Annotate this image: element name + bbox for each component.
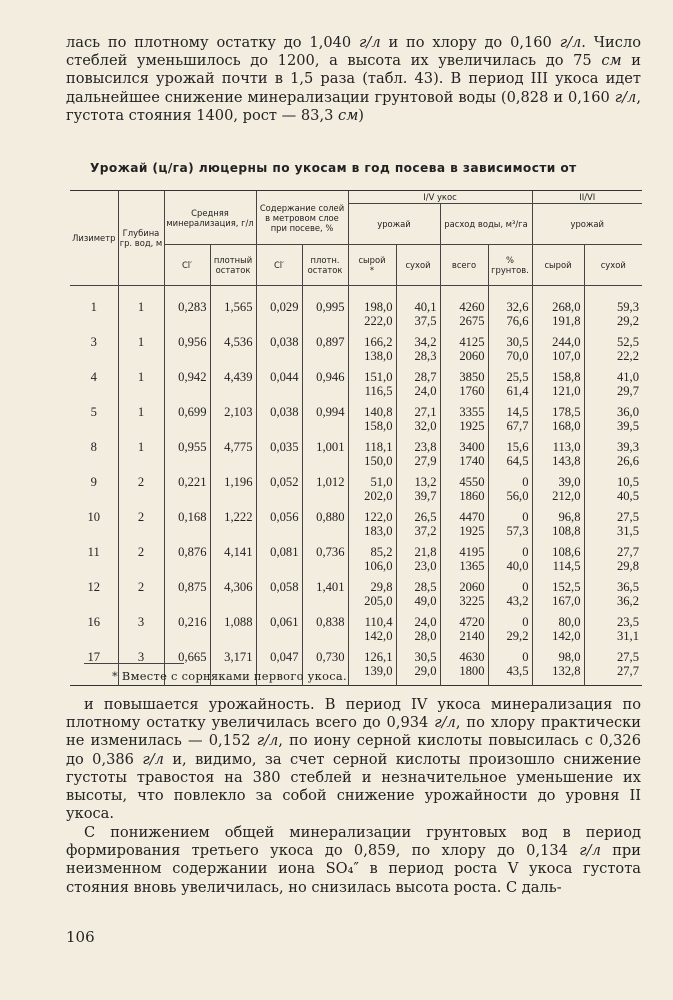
table-title: Урожай (ц/га) люцерны по укосам в год посева в зависимости от xyxy=(90,161,577,175)
cell-depth: 3 xyxy=(118,650,164,686)
header-dry: сухой xyxy=(396,245,440,286)
cell-depth: 1 xyxy=(118,440,164,475)
cell-yield-dry-2: 59,3 29,2 xyxy=(584,286,642,336)
table-row xyxy=(70,510,642,545)
cell-cl: 0,168 xyxy=(164,510,210,545)
cell-yield-dry: 27,1 32,0 xyxy=(396,405,440,440)
cell-yield-dry-2: 10,5 40,5 xyxy=(584,475,642,510)
cell-yield-raw-2: 108,6 114,5 xyxy=(532,545,584,580)
cell-water-total: 3355 1925 xyxy=(440,405,488,440)
header-raw-marker: * xyxy=(369,265,375,275)
cell-groundwater-pct: 14,5 67,7 xyxy=(488,405,532,440)
cell-water-total: 4125 2060 xyxy=(440,335,488,370)
header-water-use: расход воды, м³/га xyxy=(440,204,532,245)
cell-yield-raw-2: 178,5 168,0 xyxy=(532,405,584,440)
cell-groundwater-pct: 0 43,5 xyxy=(488,650,532,686)
cell-yield-dry: 13,2 39,7 xyxy=(396,475,440,510)
cell-salt-cl: 0,052 xyxy=(256,475,302,510)
table-row xyxy=(70,405,642,440)
cell-yield-raw: 122,0 183,0 xyxy=(348,510,396,545)
header-salt-dense: плотн. остаток xyxy=(302,245,348,286)
table-row xyxy=(70,545,642,580)
header-groundwater-pct: % грунтов. xyxy=(488,245,532,286)
cell-dense-residue: 4,775 xyxy=(210,440,256,475)
table-row xyxy=(70,370,642,405)
cell-yield-raw: 151,0 116,5 xyxy=(348,370,396,405)
cell-cl: 0,699 xyxy=(164,405,210,440)
cell-dense-residue: 4,141 xyxy=(210,545,256,580)
paragraph-top: лась по плотному остатку до 1,040 г/л и по хлору до 0,160 г/л. Число стеблей уменьшилось до 1200, а высота их увеличилась до 75 см и повысился урожай почти в 1,5 раза (табл. 43). В период III укоса идет дальнейшее снижение минерализации грунтовой воды (0,828 и 0,160 г/л, густота стояния 1400, рост — 83,3 см) xyxy=(66,34,641,124)
cell-groundwater-pct: 0 56,0 xyxy=(488,475,532,510)
cell-lysimeter-id: 8 xyxy=(90,440,97,454)
cell-salt-cl: 0,061 xyxy=(256,615,302,650)
page-number: 106 xyxy=(66,928,95,946)
cell-yield-raw-2: 244,0 107,0 xyxy=(532,335,584,370)
cell-yield-raw-2: 98,0 132,8 xyxy=(532,650,584,686)
cell-lysimeter-id: 9 xyxy=(90,475,97,489)
header-raw: сырой * xyxy=(348,245,396,286)
cell-lysimeter-id: 16 xyxy=(87,615,101,629)
cell-salt-cl: 0,058 xyxy=(256,580,302,615)
table-row xyxy=(70,580,642,615)
cell-cl: 0,875 xyxy=(164,580,210,615)
cell-groundwater-pct: 25,5 61,4 xyxy=(488,370,532,405)
cell-salt-dense: 1,001 xyxy=(302,440,348,475)
cell-dense-residue: 1,196 xyxy=(210,475,256,510)
cell-yield-dry: 21,8 23,0 xyxy=(396,545,440,580)
cell-groundwater-pct: 0 43,2 xyxy=(488,580,532,615)
cell-yield-dry-2: 36,0 39,5 xyxy=(584,405,642,440)
cell-depth: 3 xyxy=(118,615,164,650)
header-depth: Глубина гр. вод, м xyxy=(118,191,164,286)
cell-yield-dry-2: 27,7 29,8 xyxy=(584,545,642,580)
header-raw-2: сырой xyxy=(532,245,584,286)
header-avg-mineral: Средняя минерализация, г/л xyxy=(164,191,256,245)
cell-yield-dry-2: 27,5 31,5 xyxy=(584,510,642,545)
cell-yield-dry: 28,7 24,0 xyxy=(396,370,440,405)
footnote-rule xyxy=(84,663,184,664)
cell-salt-dense: 0,838 xyxy=(302,615,348,650)
cell-depth: 1 xyxy=(118,405,164,440)
paragraph-middle: и повышается урожайность. В период IV укоса минерализация по плотному остатку увеличилась всего до 0,934 г/л, по хлору практически не изменилась — 0,152 г/л, по иону серной кислоты повысилась с 0,326 до 0,386 г/л и, видимо, за счет серной кислоты произошло снижение густоты травостоя на 380 стеблей и незначительное уменьшение их высоты, что повлекло за собой снижение урожайности до уровня II укоса. xyxy=(66,696,641,823)
cell-groundwater-pct: 0 40,0 xyxy=(488,545,532,580)
cell-yield-dry-2: 36,5 36,2 xyxy=(584,580,642,615)
cell-yield-raw-2: 158,8 121,0 xyxy=(532,370,584,405)
cell-water-total: 3400 1740 xyxy=(440,440,488,475)
cell-salt-cl: 0,038 xyxy=(256,335,302,370)
cell-cl: 0,216 xyxy=(164,615,210,650)
cell-cl: 0,956 xyxy=(164,335,210,370)
cell-salt-cl: 0,044 xyxy=(256,370,302,405)
cell-dense-residue: 4,536 xyxy=(210,335,256,370)
cell-lysimeter-id: 10 xyxy=(87,510,101,524)
cell-depth: 1 xyxy=(118,286,164,336)
header-dense-residue: плотный остаток xyxy=(210,245,256,286)
header-cl: Cl′ xyxy=(164,245,210,286)
header-lysimeter: Лизиметр xyxy=(70,191,118,286)
cell-salt-dense: 1,401 xyxy=(302,580,348,615)
cell-yield-raw-2: 268,0 191,8 xyxy=(532,286,584,336)
cell-yield-raw-2: 80,0 142,0 xyxy=(532,615,584,650)
cell-groundwater-pct: 0 57,3 xyxy=(488,510,532,545)
header-salt-content: Содержание солей в метровом слое при посеве, % xyxy=(256,191,348,245)
cell-salt-dense: 0,880 xyxy=(302,510,348,545)
header-cut-vi: II/VI xyxy=(532,191,642,204)
cell-yield-dry-2: 52,5 22,2 xyxy=(584,335,642,370)
cell-yield-dry-2: 41,0 29,7 xyxy=(584,370,642,405)
cell-depth: 2 xyxy=(118,545,164,580)
cell-dense-residue: 1,565 xyxy=(210,286,256,336)
cell-yield-raw: 29,8 205,0 xyxy=(348,580,396,615)
header-cut-iv: I/V укос xyxy=(348,191,532,204)
cell-cl: 0,665 xyxy=(164,650,210,686)
cell-cl: 0,876 xyxy=(164,545,210,580)
paragraph-bottom: С понижением общей минерализации грунтовых вод в период формирования третьего укоса до 0,859, по хлору до 0,134 г/л при неизменном содержании иона SO₄″ в период роста V укоса густота стояния вновь увеличилась, но снизилась высота роста. С даль- xyxy=(66,824,642,896)
cell-salt-cl: 0,047 xyxy=(256,650,302,686)
cell-groundwater-pct: 15,6 64,5 xyxy=(488,440,532,475)
cell-depth: 2 xyxy=(118,580,164,615)
cell-salt-dense: 0,897 xyxy=(302,335,348,370)
cell-salt-cl: 0,029 xyxy=(256,286,302,336)
cell-yield-raw: 51,0 202,0 xyxy=(348,475,396,510)
cell-water-total: 4550 1860 xyxy=(440,475,488,510)
table-row xyxy=(70,615,642,650)
cell-dense-residue: 4,306 xyxy=(210,580,256,615)
cell-yield-raw: 198,0 222,0 xyxy=(348,286,396,336)
cell-cl: 0,221 xyxy=(164,475,210,510)
table-row xyxy=(70,335,642,370)
cell-salt-dense: 0,995 xyxy=(302,286,348,336)
cell-cl: 0,955 xyxy=(164,440,210,475)
cell-water-total: 4630 1800 xyxy=(440,650,488,686)
cell-water-total: 4720 2140 xyxy=(440,615,488,650)
cell-salt-dense: 0,730 xyxy=(302,650,348,686)
cell-yield-dry: 40,1 37,5 xyxy=(396,286,440,336)
cell-dense-residue: 1,088 xyxy=(210,615,256,650)
cell-salt-dense: 0,946 xyxy=(302,370,348,405)
cell-dense-residue: 2,103 xyxy=(210,405,256,440)
cell-yield-raw-2: 113,0 143,8 xyxy=(532,440,584,475)
cell-yield-raw: 126,1 139,0 xyxy=(348,650,396,686)
cell-depth: 1 xyxy=(118,370,164,405)
cell-water-total: 4470 1925 xyxy=(440,510,488,545)
header-yield: урожай xyxy=(348,204,440,245)
cell-lysimeter-id: 12 xyxy=(87,580,101,594)
cell-salt-dense: 1,012 xyxy=(302,475,348,510)
table-row xyxy=(70,440,642,475)
cell-yield-dry-2: 27,5 27,7 xyxy=(584,650,642,686)
cell-yield-raw: 85,2 106,0 xyxy=(348,545,396,580)
cell-groundwater-pct: 30,5 70,0 xyxy=(488,335,532,370)
cell-yield-dry: 34,2 28,3 xyxy=(396,335,440,370)
cell-yield-dry: 28,5 49,0 xyxy=(396,580,440,615)
table-row xyxy=(70,286,642,336)
cell-yield-raw: 140,8 158,0 xyxy=(348,405,396,440)
header-dry-2: сухой xyxy=(584,245,642,286)
header-salt-cl: Cl′ xyxy=(256,245,302,286)
cell-dense-residue: 4,439 xyxy=(210,370,256,405)
cell-lysimeter-id: 4 xyxy=(90,370,97,384)
cell-water-total: 4195 1365 xyxy=(440,545,488,580)
cell-lysimeter-id: 17 xyxy=(87,650,101,664)
cell-dense-residue: 1,222 xyxy=(210,510,256,545)
cell-water-total: 3850 1760 xyxy=(440,370,488,405)
cell-salt-dense: 0,736 xyxy=(302,545,348,580)
cell-yield-dry-2: 39,3 26,6 xyxy=(584,440,642,475)
header-total: всего xyxy=(440,245,488,286)
cell-depth: 2 xyxy=(118,510,164,545)
cell-yield-raw: 166,2 138,0 xyxy=(348,335,396,370)
cell-yield-dry: 23,8 27,9 xyxy=(396,440,440,475)
cell-groundwater-pct: 32,6 76,6 xyxy=(488,286,532,336)
cell-yield-raw: 118,1 150,0 xyxy=(348,440,396,475)
cell-water-total: 4260 2675 xyxy=(440,286,488,336)
cell-yield-dry: 30,5 29,0 xyxy=(396,650,440,686)
cell-depth: 2 xyxy=(118,475,164,510)
cell-salt-dense: 0,994 xyxy=(302,405,348,440)
cell-cl: 0,942 xyxy=(164,370,210,405)
cell-yield-raw-2: 39,0 212,0 xyxy=(532,475,584,510)
cell-salt-cl: 0,035 xyxy=(256,440,302,475)
cell-water-total: 2060 3225 xyxy=(440,580,488,615)
header-yield-2: урожай xyxy=(532,204,642,245)
footnote: * Вместе с сорняками первого укоса. xyxy=(112,669,347,683)
cell-yield-dry: 24,0 28,0 xyxy=(396,615,440,650)
cell-lysimeter-id: 3 xyxy=(90,335,97,349)
cell-groundwater-pct: 0 29,2 xyxy=(488,615,532,650)
cell-yield-dry: 26,5 37,2 xyxy=(396,510,440,545)
cell-lysimeter-id: 5 xyxy=(90,405,97,419)
cell-dense-residue: 3,171 xyxy=(210,650,256,686)
cell-depth: 1 xyxy=(118,335,164,370)
cell-yield-raw-2: 152,5 167,0 xyxy=(532,580,584,615)
cell-salt-cl: 0,081 xyxy=(256,545,302,580)
cell-yield-raw-2: 96,8 108,8 xyxy=(532,510,584,545)
cell-lysimeter-id: 1 xyxy=(90,300,97,314)
yield-table xyxy=(70,190,642,686)
cell-lysimeter-id: 11 xyxy=(87,545,100,559)
cell-salt-cl: 0,038 xyxy=(256,405,302,440)
cell-yield-raw: 110,4 142,0 xyxy=(348,615,396,650)
cell-salt-cl: 0,056 xyxy=(256,510,302,545)
cell-yield-dry-2: 23,5 31,1 xyxy=(584,615,642,650)
cell-cl: 0,283 xyxy=(164,286,210,336)
table-row xyxy=(70,475,642,510)
